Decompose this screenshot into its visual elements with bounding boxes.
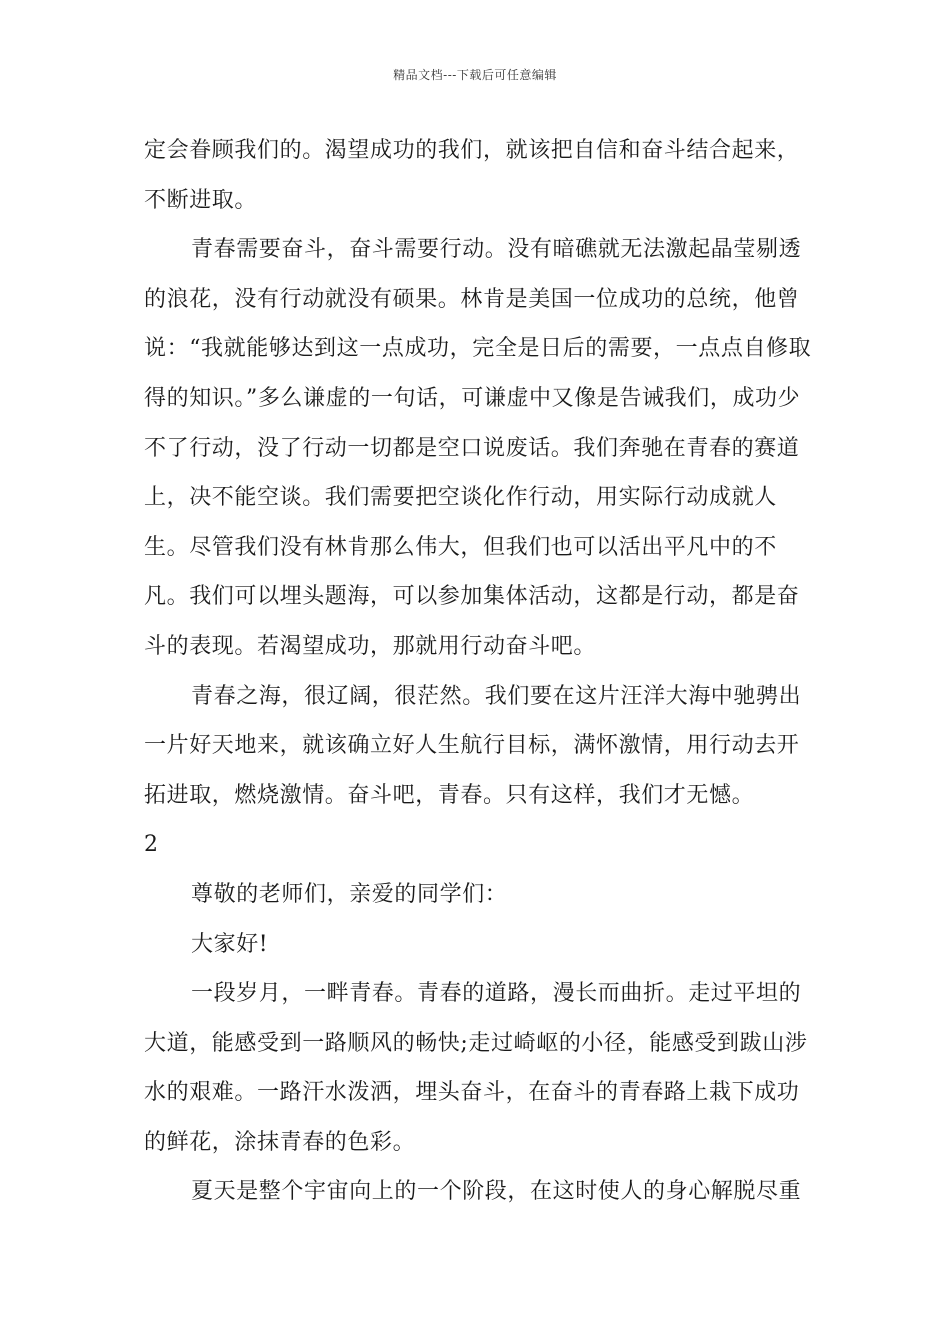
- salutation: 尊敬的老师们，亲爱的同学们：: [191, 881, 508, 907]
- document-body: [144, 126, 814, 1217]
- paragraph: 定会眷顾我们的。渴望成功的我们，就该把自信和奋斗结合起来，不断进取。: [144, 138, 800, 213]
- page-header: 精品文档---下载后可任意编辑: [393, 68, 557, 82]
- paragraph: 一段岁月，一畔青春。青春的道路，漫长而曲折。走过平坦的大道，能感受到一路顺风的畅快;走过崎岖的小径，能感受到跋山涉水的艰难。一路汗水泼洒，埋头奋斗，在奋斗的青春路上栽下成功的鲜花，涂抹青春的色彩。: [144, 981, 808, 1155]
- paragraph: 青春需要奋斗，奋斗需要行动。没有暗礁就无法激起晶莹剔透的浪花，没有行动就没有硕果。林肯是美国一位成功的总统，他曾说：“我就能够达到这一点成功，完全是日后的需要，一点点自修取得的知识。”多么谦虚的一句话，可谦虚中又像是告诫我们，成功少不了行动，没了行动一切都是空口说废话。我们奔驰在青春的赛道上，决不能空谈。我们需要把空谈化作行动，用实际行动成就人生。尽管我们没有林肯那么伟大，但我们也可以活出平凡中的不凡。我们可以埋头题海，可以参加集体活动，这都是行动，都是奋斗的表现。若渴望成功，那就用行动奋斗吧。: [144, 237, 812, 659]
- paragraph: 夏天是整个宇宙向上的一个阶段，在这时使人的身心解脱尽重: [191, 1179, 802, 1205]
- section-number: 2: [144, 832, 159, 858]
- paragraph: 青春之海，很辽阔，很茫然。我们要在这片汪洋大海中驰骋出一片好天地来，就该确立好人生航行目标，满怀激情，用行动去开拓进取，燃烧激情。奋斗吧，青春。只有这样，我们才无憾。: [144, 683, 802, 808]
- greeting: 大家好!: [191, 931, 269, 957]
